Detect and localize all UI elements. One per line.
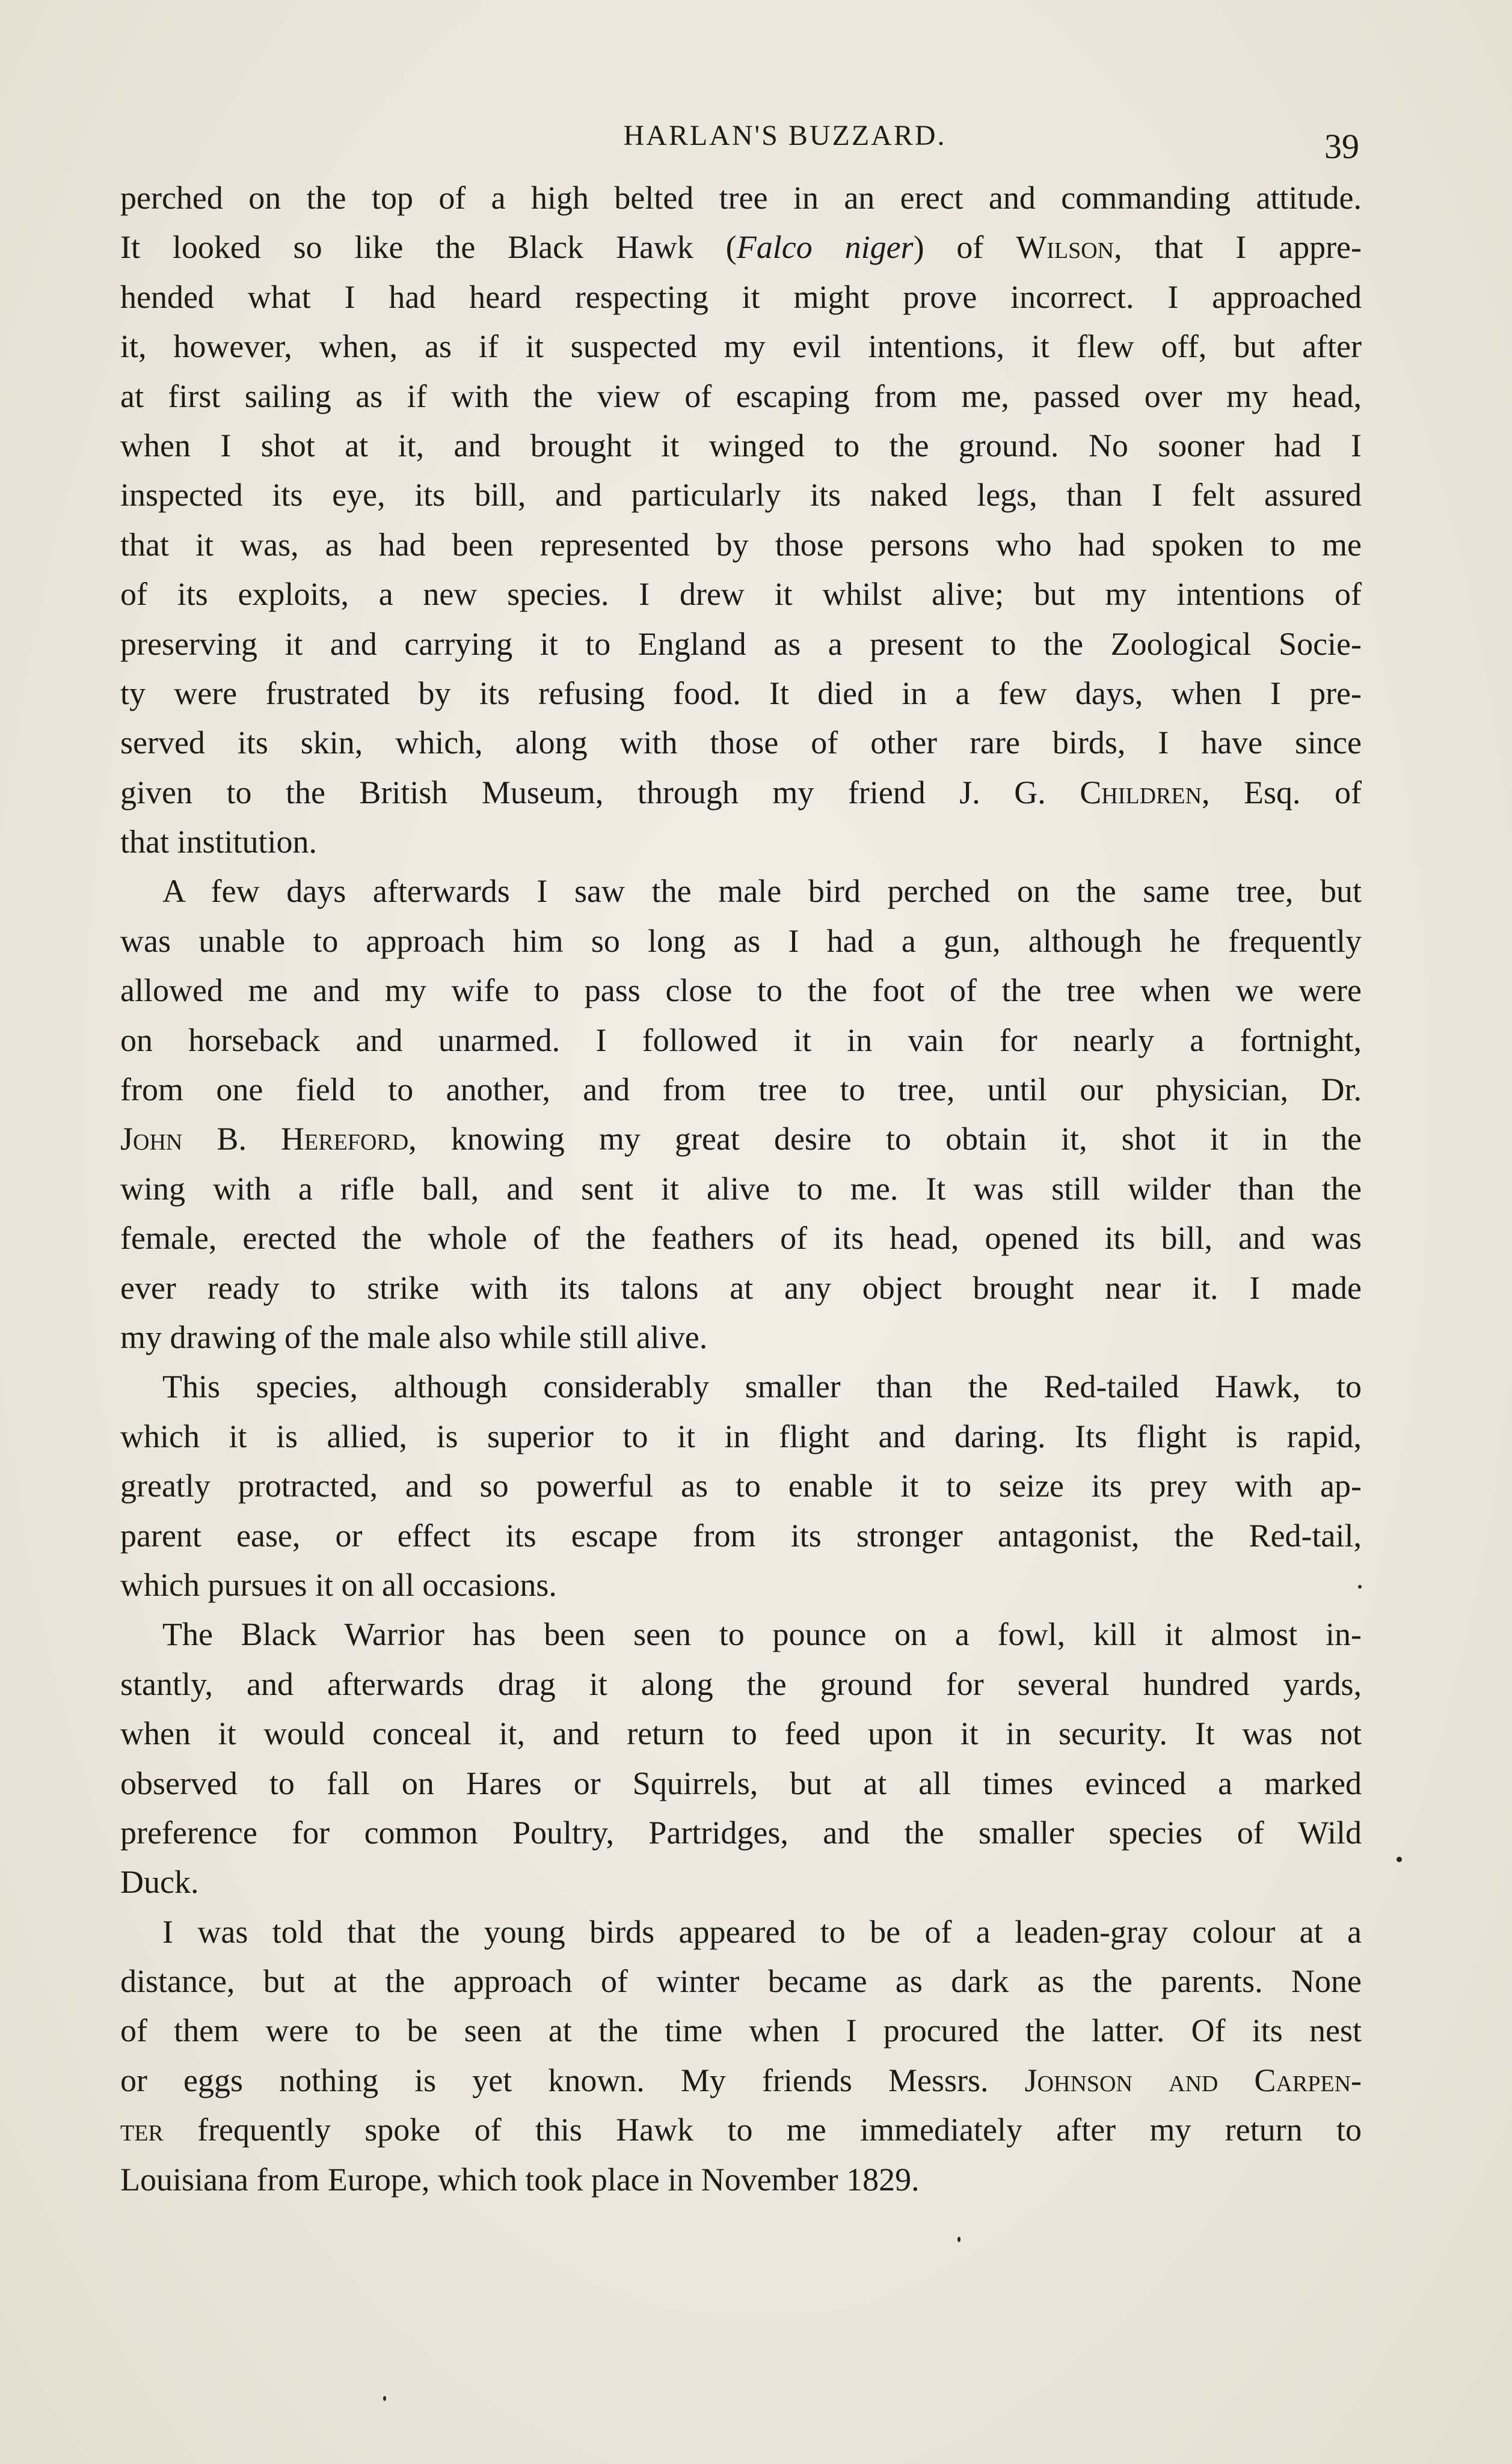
text-line: on horseback and unarmed. I followed it in vain for nearly a fortnight,	[120, 1022, 1362, 1058]
page-number: 39	[1324, 127, 1359, 166]
text-line: was unable to approach him so long as I had a gun, although he frequently	[120, 922, 1362, 959]
running-title: HARLAN'S BUZZARD.	[623, 120, 947, 152]
text-line: that it was, as had been represented by those persons who had spoken to me	[120, 526, 1362, 563]
person-name: Wilson	[1016, 229, 1114, 266]
text-line: of them were to be seen at the time when I procured the latter. Of its nest	[120, 2012, 1362, 2049]
body-text	[120, 173, 1362, 2204]
text-line: greatly protracted, and so powerful as to enable it to seize its prey with ap-	[120, 1468, 1362, 1504]
page-header	[138, 114, 1377, 166]
text-line: ty were frustrated by its refusing food. It died in a few days, when I pre-	[120, 675, 1362, 711]
person-name: Johnson	[1024, 2062, 1132, 2098]
paper-speck	[1358, 1585, 1362, 1589]
text-line: perched on the top of a high belted tree in an erect and commanding attitude.	[120, 180, 1362, 216]
text-line: stantly, and afterwards drag it along the ground for several hundred yards,	[120, 1666, 1362, 1702]
person-name: ter	[120, 2112, 164, 2148]
text-line: my drawing of the male also while still alive.	[120, 1319, 708, 1355]
text-line: which pursues it on all occasions.	[120, 1566, 557, 1603]
paper-speck	[957, 2237, 960, 2242]
text-line: from one field to another, and from tree to tree, until our physician, Dr.	[120, 1071, 1362, 1108]
text-line: female, erected the whole of the feathers of its head, opened its bill, and was	[120, 1220, 1362, 1257]
text-line: parent ease, or effect its escape from its stronger antagonist, the Red-tail,	[120, 1517, 1362, 1554]
text-line: preserving it and carrying it to England as a present to the Zoological Socie-	[120, 625, 1362, 662]
text-line: ever ready to strike with its talons at any object brought near it. I made	[120, 1269, 1362, 1306]
text-line: that institution.	[120, 824, 318, 860]
paper-speck	[1397, 1857, 1402, 1862]
paper-speck	[383, 2396, 386, 2401]
text-line: Duck.	[120, 1864, 199, 1901]
paragraph-start: I was told that the young birds appeared to be of a leaden-gray colour at a	[162, 1913, 1362, 1950]
text-line: hended what I had heard respecting it might prove incorrect. I approached	[120, 278, 1362, 315]
paragraph-start: The Black Warrior has been seen to pounce on a fowl, kill it almost in-	[162, 1616, 1362, 1653]
text-line: or eggs nothing is yet known. My friends Messrs. Johnson and Carpen-	[120, 2062, 1362, 2098]
text-line: at first sailing as if with the view of escaping from me, passed over my head,	[120, 378, 1362, 414]
text-line: observed to fall on Hares or Squirrels, but at all times evinced a marked	[120, 1765, 1362, 1801]
text-line: wing with a rifle ball, and sent it alive to me. It was still wilder than the	[120, 1170, 1362, 1207]
text-line: Louisiana from Europe, which took place in November 1829.	[120, 2161, 920, 2198]
text-line: served its skin, which, along with those of other rare birds, I have since	[120, 725, 1362, 761]
person-name: John B. Hereford	[120, 1121, 409, 1157]
text-line: inspected its eye, its bill, and particularly its naked legs, than I felt assured	[120, 477, 1362, 513]
text-line: which it is allied, is superior to it in flight and daring. Its flight is rapid,	[120, 1418, 1362, 1454]
text-line: when I shot at it, and brought it winged to the ground. No sooner had I	[120, 427, 1362, 464]
text-line: It looked so like the Black Hawk (Falco niger) of Wilson, that I appre-	[120, 229, 1362, 266]
text-line: allowed me and my wife to pass close to the foot of the tree when we were	[120, 972, 1362, 1009]
text-line: preference for common Poultry, Partridges, and the smaller species of Wild	[120, 1814, 1362, 1851]
text-line: when it would conceal it, and return to feed upon it in security. It was not	[120, 1715, 1362, 1752]
text-line: ter frequently spoke of this Hawk to me immediately after my return to	[120, 2112, 1362, 2148]
scientific-name: Falco niger	[736, 229, 914, 266]
text-line: distance, but at the approach of winter became as dark as the parents. None	[120, 1963, 1362, 2000]
paragraph-start: This species, although considerably smaller than the Red-tailed Hawk, to	[162, 1368, 1362, 1405]
text-line: John B. Hereford, knowing my great desire to obtain it, shot it in the	[120, 1121, 1362, 1157]
text-line: given to the British Museum, through my friend J. G. Children, Esq. of	[120, 774, 1362, 811]
text-line: it, however, when, as if it suspected my evil intentions, it flew off, but after	[120, 328, 1362, 365]
paragraph-start: A few days afterwards I saw the male bird perched on the same tree, but	[162, 873, 1362, 910]
person-name: Children	[1080, 774, 1202, 811]
text-line: of its exploits, a new species. I drew it whilst alive; but my intentions of	[120, 576, 1362, 613]
